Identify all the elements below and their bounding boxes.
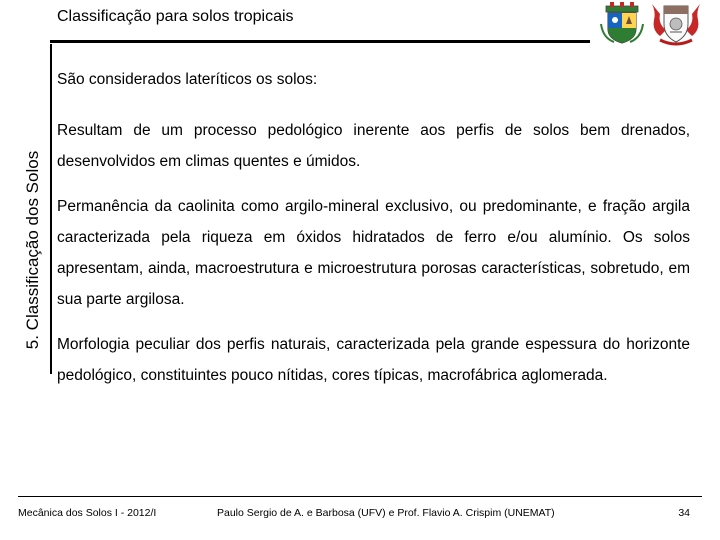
page-number: 34: [678, 507, 690, 519]
vertical-divider: [50, 44, 52, 374]
section-vertical-title: 5. Classificação dos Solos: [23, 150, 42, 350]
paragraph-kaolinite: Permanência da caolinita como argilo-mineral exclusivo, ou predominante, e fração argila caracterizada pela riqueza em óxidos hidratados de ferro e/ou alumínio. Os solos apresentam, ainda, macroestrutura e microestrutura porosas características, sobretudo, em sua parte argilosa.: [57, 198, 690, 308]
header-logos: [598, 0, 716, 46]
municipal-coat-of-arms-icon: [600, 2, 644, 44]
footer-divider: [18, 496, 702, 497]
footer-authors: Paulo Sergio de A. e Barbosa (UFV) e Prof. Flavio A. Crispim (UNEMAT): [217, 507, 555, 519]
university-crest-icon: [650, 0, 702, 46]
footer-course: Mecânica dos Solos I - 2012/I: [18, 507, 157, 519]
slide-title: Classificação para solos tropicais: [57, 8, 294, 25]
intro-text: São considerados lateríticos os solos:: [57, 71, 318, 88]
paragraph-morphology: Morfologia peculiar dos perfis naturais, caracterizada pela grande espessura do horizonte pedológico, constituintes pouco nítidas, cores típicas, macrofábrica aglomerada.: [57, 336, 690, 384]
paragraph-drainage: Resultam de um processo pedológico inerente aos perfis de solos bem drenados, desenvolvidos em climas quentes e úmidos.: [57, 122, 690, 170]
section-label-container: [18, 130, 48, 370]
title-underline: [50, 40, 590, 43]
slide-body: [57, 64, 690, 405]
